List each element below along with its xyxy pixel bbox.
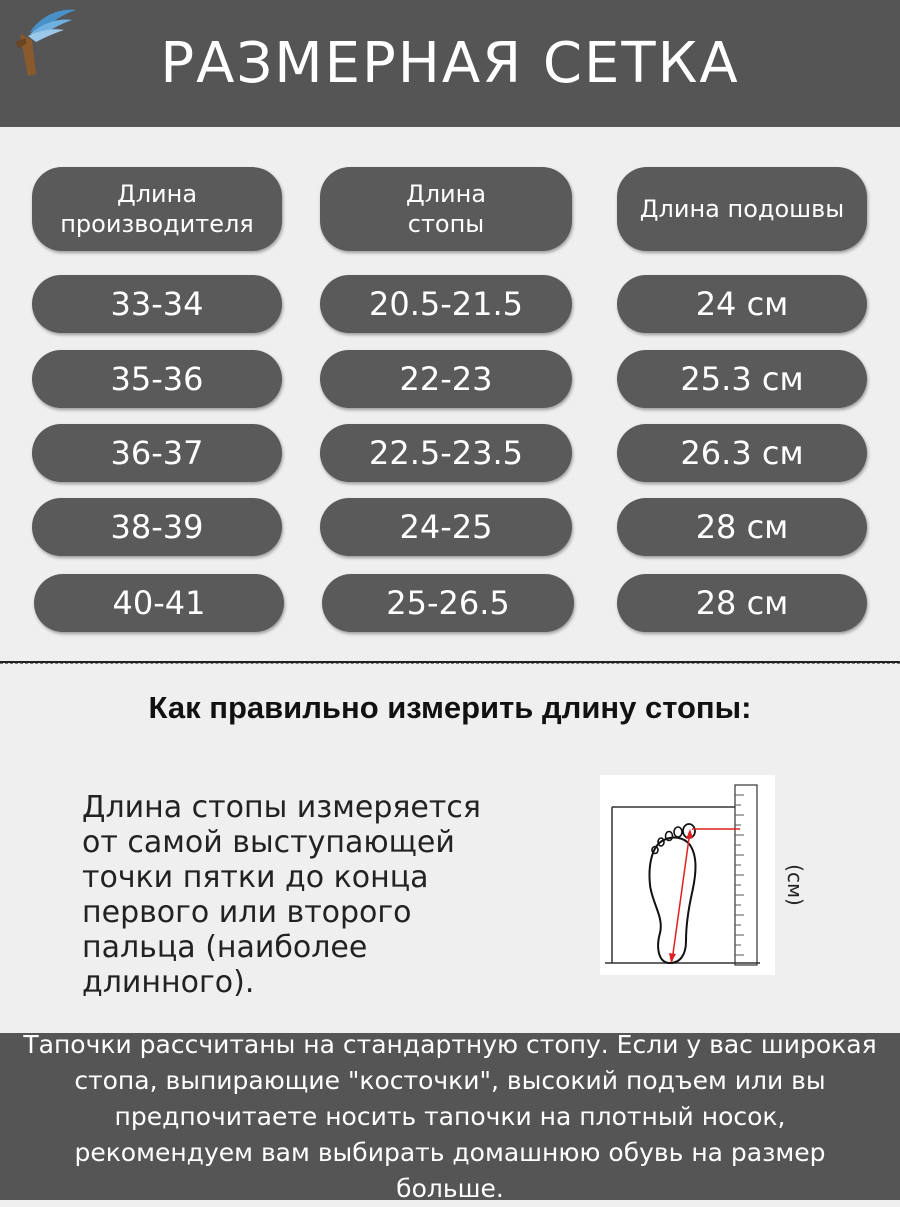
table-cell: 36-37 bbox=[32, 424, 282, 482]
table-cell: 24 см bbox=[617, 275, 867, 333]
foot-measurement-diagram-icon bbox=[600, 775, 775, 975]
column-header-label: Длина производителя bbox=[60, 180, 254, 238]
table-cell: 22.5-23.5 bbox=[320, 424, 572, 482]
table-cell: 38-39 bbox=[32, 498, 282, 556]
column-header-foot-length bbox=[320, 167, 572, 251]
column-header-sole-length bbox=[617, 167, 867, 251]
table-cell: 35-36 bbox=[32, 350, 282, 408]
table-cell: 28 см bbox=[617, 498, 867, 556]
measure-title: Как правильно измерить длину стопы: bbox=[148, 690, 752, 725]
unit-label: (см) bbox=[783, 864, 807, 906]
section-divider bbox=[0, 661, 900, 664]
table-cell: 40-41 bbox=[34, 574, 284, 632]
table-cell: 20.5-21.5 bbox=[320, 275, 572, 333]
table-cell: 22-23 bbox=[320, 350, 572, 408]
header-banner bbox=[0, 0, 900, 127]
column-header-label: Длина стопы bbox=[405, 180, 487, 238]
column-header-manufacturer bbox=[32, 167, 282, 251]
page-title: РАЗМЕРНАЯ СЕТКА bbox=[160, 31, 740, 96]
winged-shoe-logo-icon bbox=[6, 4, 78, 80]
table-cell: 28 см bbox=[617, 574, 867, 632]
table-cell: 24-25 bbox=[320, 498, 572, 556]
table-cell: 25-26.5 bbox=[322, 574, 574, 632]
table-cell: 26.3 см bbox=[617, 424, 867, 482]
footer-note-text: Тапочки рассчитаны на стандартную стопу. Если у вас широкая стопа, выпирающие "косточки", высокий подъем или вы предпочитаете носить тапочки на плотный носок, рекомендуем вам выбирать домашнюю обувь на размер больше. bbox=[23, 1029, 877, 1203]
table-cell: 33-34 bbox=[32, 275, 282, 333]
footer-note bbox=[0, 1029, 900, 1203]
table-cell: 25.3 см bbox=[617, 350, 867, 408]
column-header-label: Длина подошвы bbox=[639, 195, 845, 223]
measure-description: Длина стопы измеряется от самой выступающей точки пятки до конца первого или второго пальца (наиболее длинного). bbox=[82, 790, 481, 1000]
